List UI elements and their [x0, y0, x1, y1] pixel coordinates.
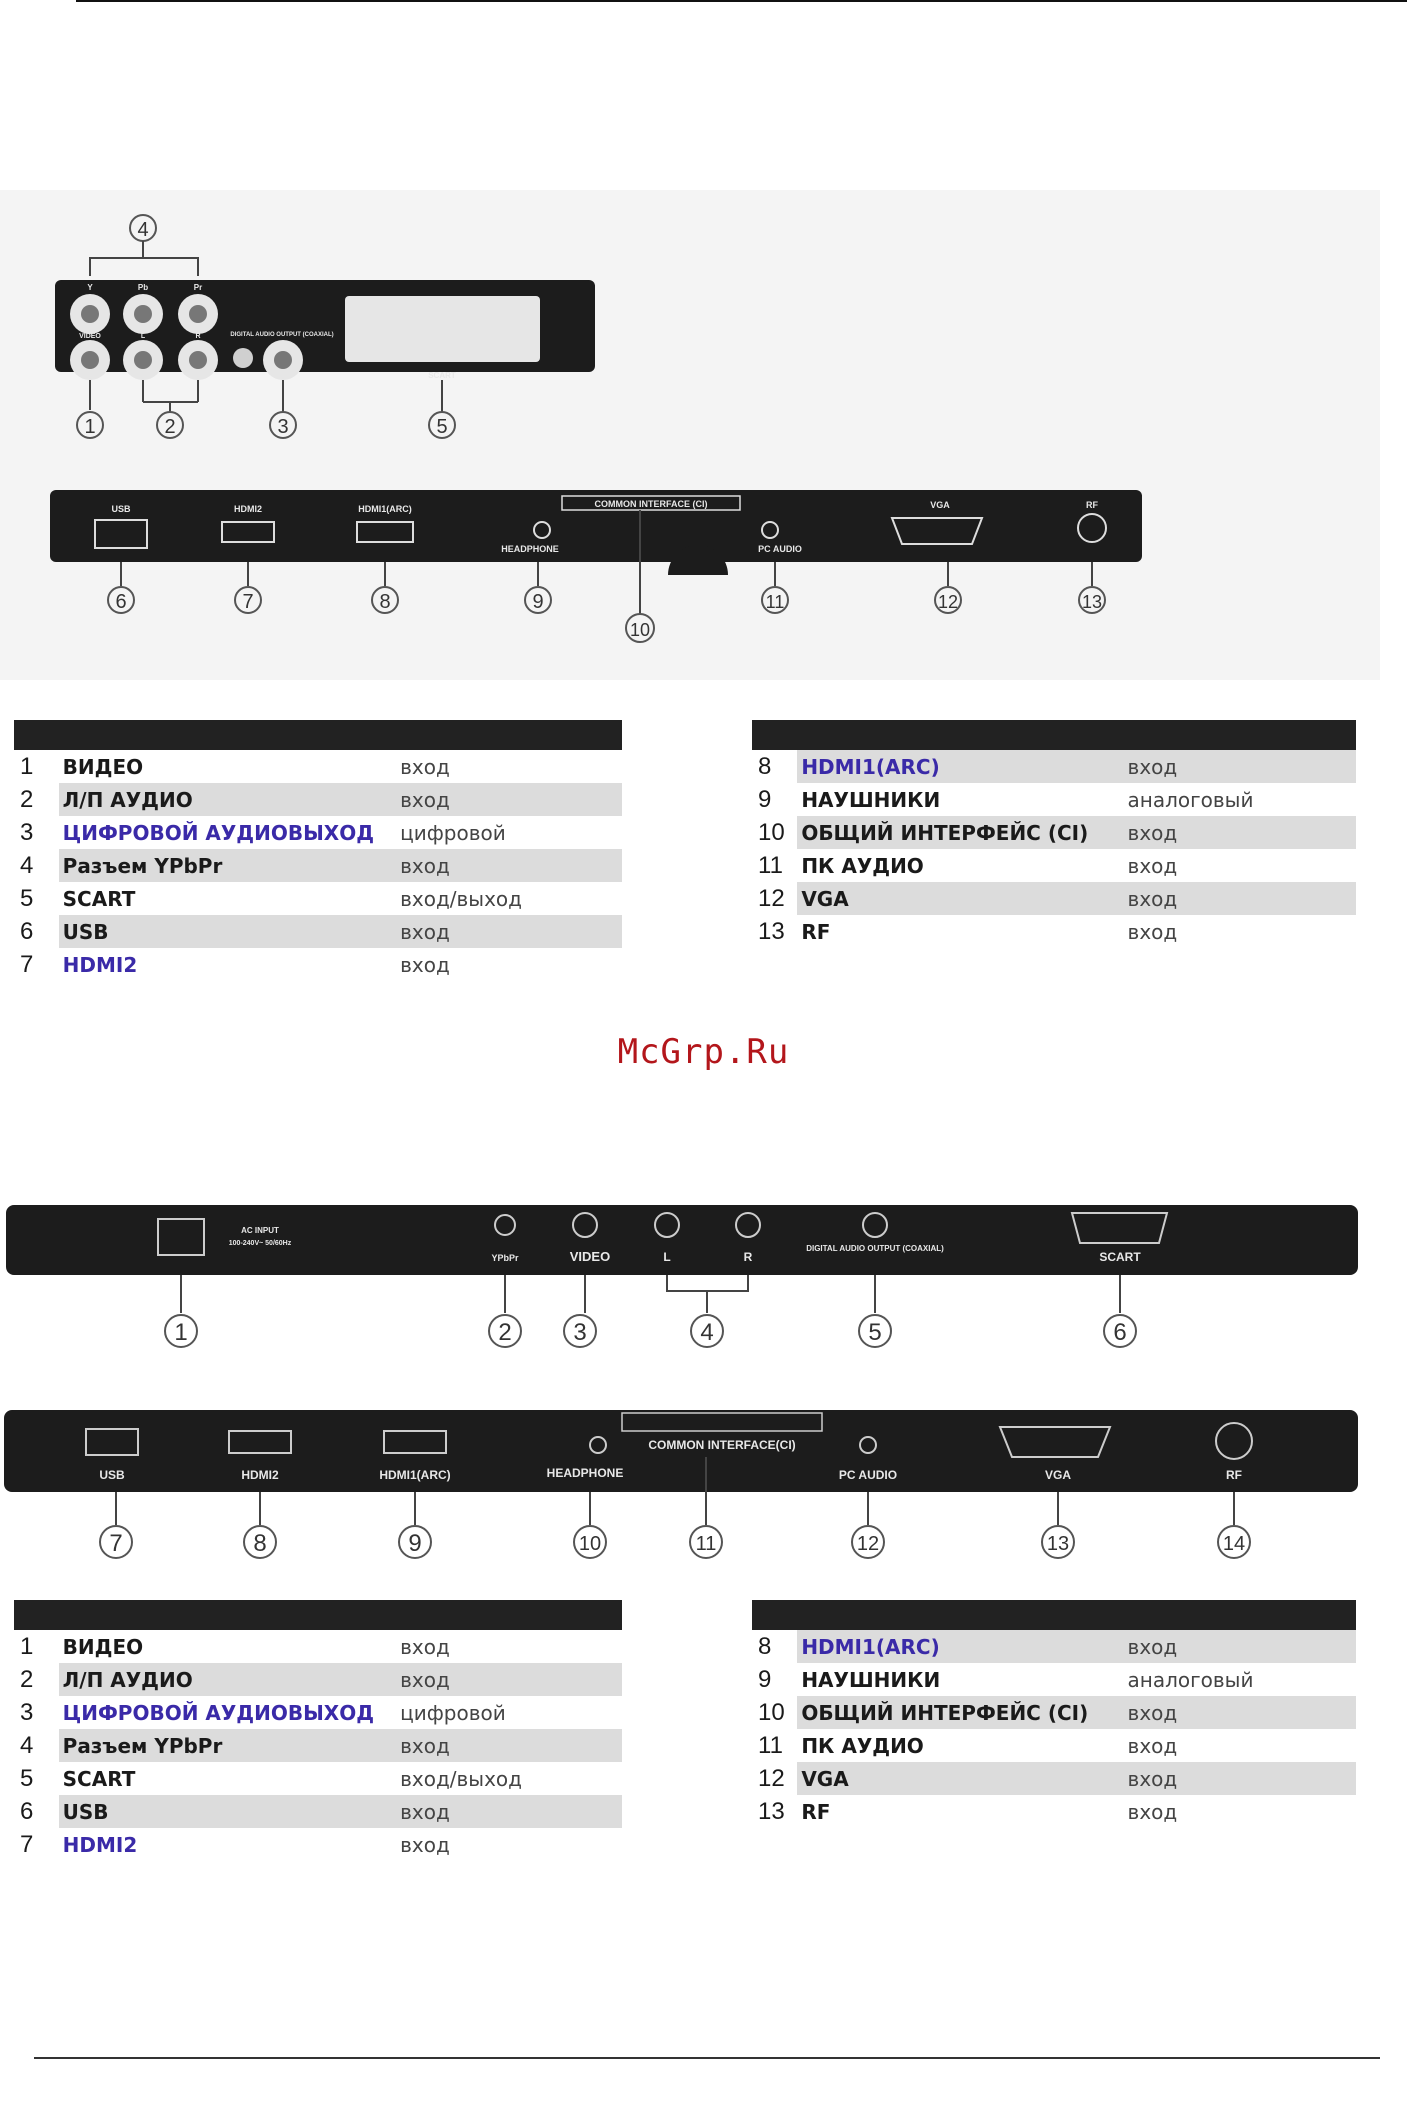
- table-row: [752, 750, 1356, 783]
- label-vga-2: VGA: [1044, 1468, 1072, 1482]
- port-name: HDMI2: [62, 952, 138, 977]
- row-number: 8: [758, 752, 772, 780]
- callout-11: 11: [695, 1533, 717, 1555]
- label-rf-2: RF: [1226, 1468, 1242, 1482]
- callout-6: 6: [1113, 1319, 1127, 1346]
- table-row: [752, 1630, 1356, 1663]
- port-name: SCART: [62, 886, 136, 911]
- table-row: [14, 1696, 622, 1729]
- table-row: [14, 1630, 622, 1663]
- port-name: VGA: [797, 1762, 1121, 1795]
- table-row: [14, 1729, 622, 1762]
- callout-10: 10: [629, 620, 651, 640]
- label-rf: RF: [1086, 500, 1098, 510]
- row-number: 6: [20, 1797, 34, 1825]
- callout-13: 13: [1081, 592, 1103, 612]
- callout-12: 12: [937, 592, 959, 612]
- port-type: аналоговый: [1127, 1667, 1254, 1692]
- port-type: вход: [1127, 1733, 1178, 1758]
- callout-4: 4: [137, 219, 149, 241]
- watermark: McGrp.Ru: [617, 1032, 790, 1072]
- table-header-bar: [14, 720, 622, 750]
- table-row: [752, 882, 1356, 915]
- table-row: [752, 816, 1356, 849]
- label-hdmi1-arc: HDMI1(ARC): [358, 504, 412, 514]
- table-row: [14, 750, 622, 783]
- port-type: вход/выход: [400, 886, 522, 911]
- row-number: 3: [20, 1698, 34, 1726]
- port-type: вход: [394, 915, 622, 948]
- label-y: Y: [87, 283, 93, 292]
- table-row: [14, 1828, 622, 1861]
- row-number: 12: [758, 884, 785, 912]
- row-number: 4: [20, 1731, 34, 1759]
- callout-2: 2: [164, 416, 176, 438]
- port-type: вход: [394, 849, 622, 882]
- label-l: L: [140, 333, 146, 340]
- row-number: 1: [20, 1632, 34, 1660]
- row-number: 12: [758, 1764, 785, 1792]
- port-type: вход: [394, 783, 622, 816]
- row-number: 6: [20, 917, 34, 945]
- label-l-2: L: [663, 1250, 671, 1264]
- port-type: вход: [1122, 750, 1356, 783]
- table-row: [14, 882, 622, 915]
- port-table-right-2: [752, 1600, 1356, 1828]
- label-r-2: R: [743, 1250, 753, 1264]
- port-type: вход: [1122, 1696, 1356, 1729]
- label-pb: Pb: [137, 283, 149, 292]
- port-name: ВИДЕО: [62, 1634, 144, 1659]
- callout-7: 7: [242, 591, 254, 613]
- port-type: вход: [400, 754, 450, 779]
- port-table-left-2: [14, 1600, 622, 1861]
- row-number: 13: [758, 1797, 785, 1825]
- label-digital-audio: DIGITAL AUDIO OUTPUT (COAXIAL): [230, 332, 334, 338]
- callout-8: 8: [253, 1530, 267, 1557]
- port-name: НАУШНИКИ: [801, 1667, 941, 1692]
- label-pc-audio: PC AUDIO: [758, 544, 802, 554]
- top-rule: [76, 0, 1407, 2]
- table-row: [752, 1762, 1356, 1795]
- row-number: 10: [758, 1698, 785, 1726]
- callout-1: 1: [174, 1319, 188, 1346]
- row-number: 5: [20, 1764, 34, 1792]
- port-type: вход: [400, 1634, 450, 1659]
- callout-8: 8: [379, 591, 391, 613]
- port-type: вход/выход: [400, 1766, 522, 1791]
- table-row: [14, 915, 622, 948]
- label-vga: VGA: [930, 500, 950, 510]
- port-name: Разъем YPbPr: [59, 1729, 394, 1762]
- port-table-right-1: [752, 720, 1356, 948]
- port-name: HDMI2: [62, 1832, 138, 1857]
- label-video-2: VIDEO: [569, 1249, 611, 1264]
- port-type: вход: [1127, 1799, 1178, 1824]
- port-type: вход: [394, 1795, 622, 1828]
- port-name: ЦИФРОВОЙ АУДИОВЫХОД: [62, 1700, 375, 1725]
- table-row: [752, 1795, 1356, 1828]
- label-headphone-2: HEADPHONE: [546, 1466, 624, 1480]
- port-type: цифровой: [400, 820, 506, 845]
- port-name: Л/П АУДИО: [59, 783, 394, 816]
- label-pc-audio-2: PC AUDIO: [838, 1468, 898, 1482]
- label-common-interface: COMMON INTERFACE (CI): [594, 499, 708, 509]
- table-row: [752, 783, 1356, 816]
- table-row: [14, 1795, 622, 1828]
- row-number: 13: [758, 917, 785, 945]
- port-name: SCART: [62, 1766, 136, 1791]
- port-type: вход: [1127, 853, 1178, 878]
- label-scart: SCART: [428, 371, 456, 380]
- port-name: USB: [59, 915, 394, 948]
- port-name: Разъем YPbPr: [59, 849, 394, 882]
- port-type: вход: [400, 952, 450, 977]
- callout-9: 9: [532, 591, 544, 613]
- row-number: 7: [20, 1830, 34, 1858]
- port-name: НАУШНИКИ: [801, 787, 941, 812]
- label-usb-2: USB: [99, 1468, 125, 1482]
- label-scart-2: SCART: [1099, 1250, 1141, 1264]
- port-name: RF: [801, 919, 831, 944]
- label-video: VIDEO: [79, 333, 101, 340]
- bottom-rule: [34, 2057, 1380, 2059]
- port-name: Л/П АУДИО: [59, 1663, 394, 1696]
- row-number: 8: [758, 1632, 772, 1660]
- port-type: вход: [394, 1663, 622, 1696]
- table-row: [752, 1729, 1356, 1762]
- label-hdmi1-arc-2: HDMI1(ARC): [379, 1468, 451, 1482]
- port-type: вход: [1122, 816, 1356, 849]
- callout-11: 11: [765, 592, 785, 612]
- port-type: вход: [1122, 1630, 1356, 1663]
- row-number: 9: [758, 1665, 772, 1693]
- row-number: 2: [20, 1665, 34, 1693]
- callout-3: 3: [573, 1319, 587, 1346]
- label-pr: Pr: [193, 283, 203, 292]
- connector-diagram-2: [0, 1195, 1407, 1575]
- table-row: [752, 1696, 1356, 1729]
- label-digital-audio-2: DIGITAL AUDIO OUTPUT (COAXIAL): [806, 1244, 944, 1253]
- label-r: R: [195, 333, 201, 340]
- port-name: ОБЩИЙ ИНТЕРФЕЙС (CI): [797, 816, 1121, 849]
- row-number: 3: [20, 818, 34, 846]
- row-number: 11: [758, 1731, 783, 1759]
- table-row: [752, 849, 1356, 882]
- port-type: вход: [394, 1729, 622, 1762]
- row-number: 2: [20, 785, 34, 813]
- label-hdmi2-2: HDMI2: [241, 1468, 279, 1482]
- table-row: [14, 816, 622, 849]
- connector-diagram-1: [0, 190, 1407, 680]
- label-headphone: HEADPHONE: [501, 544, 559, 554]
- port-type: вход: [1127, 919, 1178, 944]
- port-name: ЦИФРОВОЙ АУДИОВЫХОД: [62, 820, 375, 845]
- row-number: 7: [20, 950, 34, 978]
- label-ac-input: AC INPUT: [241, 1226, 279, 1235]
- callout-10: 10: [578, 1533, 602, 1555]
- row-number: 9: [758, 785, 772, 813]
- port-name: USB: [59, 1795, 394, 1828]
- port-table-left-1: [14, 720, 622, 981]
- port-type: вход: [400, 1832, 450, 1857]
- callout-3: 3: [277, 416, 289, 438]
- row-number: 11: [758, 851, 783, 879]
- callout-6: 6: [115, 591, 127, 613]
- table-header-bar: [752, 1600, 1356, 1630]
- callout-14: 14: [1222, 1533, 1246, 1555]
- table-row: [14, 849, 622, 882]
- table-row: [14, 783, 622, 816]
- port-name: ПК АУДИО: [801, 853, 924, 878]
- table-header-bar: [752, 720, 1356, 750]
- callout-5: 5: [436, 416, 448, 438]
- port-name: ОБЩИЙ ИНТЕРФЕЙС (CI): [797, 1696, 1121, 1729]
- port-name: ПК АУДИО: [801, 1733, 924, 1758]
- callout-13: 13: [1046, 1533, 1070, 1555]
- row-number: 5: [20, 884, 34, 912]
- row-number: 1: [20, 752, 34, 780]
- callout-7: 7: [109, 1530, 123, 1557]
- row-number: 10: [758, 818, 785, 846]
- label-hdmi2: HDMI2: [233, 504, 263, 514]
- label-usb: USB: [111, 504, 131, 514]
- port-type: цифровой: [400, 1700, 506, 1725]
- callout-12: 12: [856, 1533, 880, 1555]
- port-name: HDMI1(ARC): [797, 750, 1121, 783]
- table-row: [752, 915, 1356, 948]
- label-ypbpr: YPbPr: [491, 1253, 519, 1263]
- port-type: аналоговый: [1127, 787, 1254, 812]
- callout-1: 1: [84, 416, 96, 438]
- label-ac-voltage: 100-240V~ 50/60Hz: [228, 1240, 292, 1247]
- callout-2: 2: [498, 1319, 512, 1346]
- label-common-interface-2: COMMON INTERFACE(CI): [648, 1438, 796, 1452]
- port-name: RF: [801, 1799, 831, 1824]
- callout-9: 9: [408, 1530, 422, 1557]
- table-row: [752, 1663, 1356, 1696]
- port-type: вход: [1122, 1762, 1356, 1795]
- port-name: HDMI1(ARC): [797, 1630, 1121, 1663]
- port-name: ВИДЕО: [62, 754, 144, 779]
- table-row: [14, 1663, 622, 1696]
- row-number: 4: [20, 851, 34, 879]
- table-row: [14, 1762, 622, 1795]
- callout-5: 5: [868, 1319, 882, 1346]
- port-type: вход: [1122, 882, 1356, 915]
- table-row: [14, 948, 622, 981]
- table-header-bar: [14, 1600, 622, 1630]
- port-name: VGA: [797, 882, 1121, 915]
- callout-4: 4: [700, 1319, 714, 1346]
